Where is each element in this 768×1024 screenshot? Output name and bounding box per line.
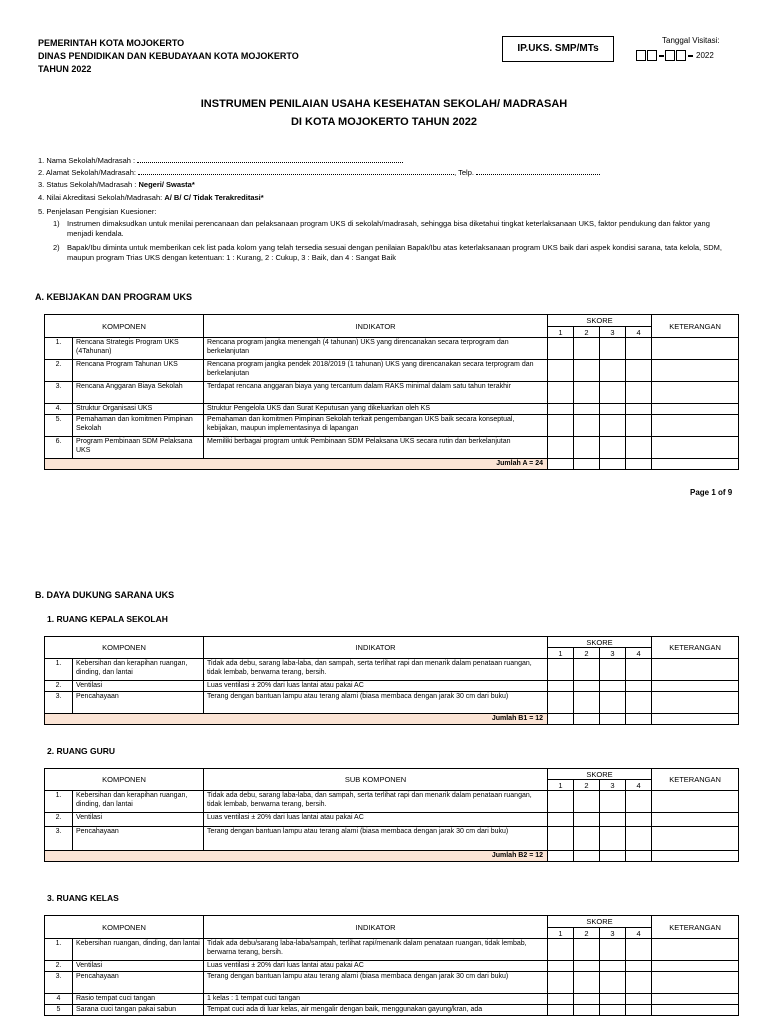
row-number: 5: [45, 1005, 73, 1016]
score-cell-4[interactable]: [626, 338, 652, 360]
score-cell-2[interactable]: [574, 791, 600, 813]
header-score-3: 3: [600, 780, 626, 791]
table-row: [45, 994, 739, 1005]
score-cell-2[interactable]: [574, 972, 600, 994]
sum-label: Jumlah B1 = 12: [45, 714, 548, 725]
keterangan-cell[interactable]: [652, 994, 739, 1005]
score-cell-3[interactable]: [600, 437, 626, 459]
keterangan-cell[interactable]: [652, 972, 739, 994]
document-title: INSTRUMEN PENILAIAN USAHA KESEHATAN SEKOLAH/ MADRASAH: [200, 98, 568, 110]
row-number: 1.: [45, 659, 73, 681]
document-subtitle: DI KOTA MOJOKERTO TAHUN 2022: [290, 116, 477, 128]
field-school-address-label: 2. Alamat Sekolah/Madrasah:: [38, 168, 136, 177]
sum-row: [45, 714, 739, 725]
keterangan-cell[interactable]: [652, 827, 739, 851]
row-komponen: Struktur Organisasi UKS: [73, 404, 204, 415]
score-cell-2[interactable]: [574, 827, 600, 851]
row-indikator: Tidak ada debu, sarang laba-laba, dan sampah, serta terlihat rapi dan menarik dalam penataan ruangan, tidak lembab, berwarna terang, bersih.: [204, 791, 548, 813]
row-number: 2.: [45, 813, 73, 827]
row-komponen: Pemahaman dan komitmen Pimpinan Sekolah: [73, 415, 204, 437]
header-komponen: KOMPONEN: [45, 315, 204, 338]
header-score-3: 3: [600, 928, 626, 939]
section-b1-title: 1. RUANG KEPALA SEKOLAH: [47, 614, 168, 624]
score-cell-4[interactable]: [626, 382, 652, 404]
score-cell-1[interactable]: [548, 681, 574, 692]
score-cell-1[interactable]: [548, 939, 574, 961]
row-indikator: Rencana program jangka pendek 2018/2019 (1 tahunan) UKS yang direncanakan secara terprogram dan berkelanjutan: [204, 360, 548, 382]
header-komponen: KOMPONEN: [45, 637, 204, 659]
header-score-4: 4: [626, 327, 652, 338]
keterangan-cell[interactable]: [652, 961, 739, 972]
header-score-4: 4: [626, 780, 652, 791]
score-cell-4[interactable]: [626, 813, 652, 827]
sum-score-cell[interactable]: [600, 851, 626, 862]
score-cell-2[interactable]: [574, 994, 600, 1005]
score-cell-3[interactable]: [600, 827, 626, 851]
school-name-blank[interactable]: [137, 155, 403, 163]
row-indikator: Tidak ada debu/sarang laba-laba/sampah, terlihat rapi/menarik dalam penataan ruangan, tidak lembab, berwarna terang, bersih.: [204, 939, 548, 961]
header-keterangan: KETERANGAN: [652, 769, 739, 791]
row-indikator: Memiliki berbagai program untuk Pembinaan SDM Pelaksana UKS secara rutin dan berkelanjutan: [204, 437, 548, 459]
sum-score-cell[interactable]: [626, 851, 652, 862]
keterangan-cell[interactable]: [652, 338, 739, 360]
header-skore: SKORE: [548, 769, 652, 780]
score-cell-3[interactable]: [600, 961, 626, 972]
score-cell-1[interactable]: [548, 437, 574, 459]
row-komponen: Ventilasi: [73, 813, 204, 827]
note-text: Instrumen dimaksudkan untuk menilai perencanaan dan pelaksanaan program UKS di sekolah/madrasah, sehingga bisa diketahui tingkat keterlaksanaan UKS, faktor pendukung dan faktor yang menjadi kendala.: [67, 219, 710, 238]
keterangan-cell[interactable]: [652, 437, 739, 459]
row-komponen: Rencana Program Tahunan UKS: [73, 360, 204, 382]
score-cell-2[interactable]: [574, 382, 600, 404]
school-status-options: Negeri/ Swasta*: [138, 180, 195, 189]
section-b3-title: 3. RUANG KELAS: [47, 893, 119, 903]
telp-blank[interactable]: [476, 167, 600, 175]
row-komponen: Program Pembinaan SDM Pelaksana UKS: [73, 437, 204, 459]
header-skore: SKORE: [548, 916, 652, 928]
score-cell-2[interactable]: [574, 681, 600, 692]
row-komponen: Pencahayaan: [73, 972, 204, 994]
telp-label: , Telp.: [454, 168, 474, 177]
table-row: [45, 437, 739, 459]
form-code-box: IP.UKS. SMP/MTs: [502, 36, 614, 62]
header-skore: SKORE: [548, 315, 652, 327]
row-indikator: Terang dengan bantuan lampu atau terang alami (biasa membaca dengan jarak 30 cm dari buku): [204, 692, 548, 714]
table-row: [45, 404, 739, 415]
header-komponen: KOMPONEN: [45, 769, 204, 791]
score-cell-1[interactable]: [548, 994, 574, 1005]
row-komponen: Pencahayaan: [73, 827, 204, 851]
row-indikator: Tempat cuci ada di luar kelas, air mengalir dengan baik, menggunakan gayung/kran, ada: [204, 1005, 548, 1016]
header-score-2: 2: [574, 648, 600, 659]
section-b1-table: [44, 636, 739, 725]
header-government: PEMERINTAH KOTA MOJOKERTO: [38, 38, 185, 48]
header-score-2: 2: [574, 780, 600, 791]
header-score-4: 4: [626, 648, 652, 659]
score-cell-3[interactable]: [600, 1005, 626, 1016]
row-komponen: Kebersihan ruangan, dinding, dan lantai: [73, 939, 204, 961]
header-year: TAHUN 2022: [38, 64, 92, 74]
score-cell-3[interactable]: [600, 813, 626, 827]
table-row: [45, 360, 739, 382]
school-address-blank[interactable]: [138, 167, 454, 175]
sum-label: Jumlah B2 = 12: [45, 851, 548, 862]
header-score-1: 1: [548, 780, 574, 791]
header-indikator: INDIKATOR: [204, 916, 548, 939]
section-b2-title: 2. RUANG GURU: [47, 746, 116, 756]
score-cell-1[interactable]: [548, 692, 574, 714]
instruction-note: [53, 219, 737, 239]
row-number: 1.: [45, 338, 73, 360]
row-number: 5.: [45, 415, 73, 437]
score-cell-4[interactable]: [626, 972, 652, 994]
keterangan-cell[interactable]: [652, 692, 739, 714]
row-indikator: Tidak ada debu, sarang laba-laba, dan sampah, serta terlihat rapi dan menarik dalam penataan ruangan, tidak lembab, berwarna terang, bersih.: [204, 659, 548, 681]
field-instructions: 5. Penjelasan Pengisian Kuesioner:: [38, 207, 157, 216]
score-cell-3[interactable]: [600, 692, 626, 714]
score-cell-4[interactable]: [626, 415, 652, 437]
score-cell-1[interactable]: [548, 791, 574, 813]
score-cell-1[interactable]: [548, 338, 574, 360]
row-indikator: Luas ventilasi ± 20% dari luas lantai atau pakai AC: [204, 681, 548, 692]
score-cell-4[interactable]: [626, 994, 652, 1005]
row-komponen: Rencana Anggaran Biaya Sekolah: [73, 382, 204, 404]
score-cell-3[interactable]: [600, 939, 626, 961]
sum-score-cell[interactable]: [600, 714, 626, 725]
score-cell-4[interactable]: [626, 1005, 652, 1016]
score-cell-1[interactable]: [548, 961, 574, 972]
score-cell-2[interactable]: [574, 961, 600, 972]
sum-row: [45, 851, 739, 862]
visit-year: 2022: [696, 51, 714, 60]
header-score-1: 1: [548, 648, 574, 659]
header-score-3: 3: [600, 648, 626, 659]
row-komponen: Ventilasi: [73, 681, 204, 692]
keterangan-cell[interactable]: [652, 382, 739, 404]
score-cell-3[interactable]: [600, 972, 626, 994]
table-row: [45, 338, 739, 360]
sum-score-cell[interactable]: [574, 851, 600, 862]
table-row: [45, 813, 739, 827]
header-skore: SKORE: [548, 637, 652, 648]
field-school-name: [38, 155, 403, 165]
sum-score-cell[interactable]: [626, 459, 652, 470]
date-box: [647, 50, 657, 61]
sum-score-cell[interactable]: [548, 851, 574, 862]
sum-score-cell[interactable]: [548, 714, 574, 725]
row-number: 6.: [45, 437, 73, 459]
table-row: [45, 415, 739, 437]
row-number: 2.: [45, 681, 73, 692]
header-keterangan: KETERANGAN: [652, 637, 739, 659]
score-cell-2[interactable]: [574, 813, 600, 827]
score-cell-1[interactable]: [548, 1005, 574, 1016]
score-cell-1[interactable]: [548, 659, 574, 681]
date-box: [676, 50, 686, 61]
header-score-3: 3: [600, 327, 626, 338]
score-cell-2[interactable]: [574, 939, 600, 961]
keterangan-cell[interactable]: [652, 681, 739, 692]
sum-keterangan-cell[interactable]: [652, 851, 739, 862]
score-cell-4[interactable]: [626, 791, 652, 813]
score-cell-4[interactable]: [626, 437, 652, 459]
row-number: 1.: [45, 791, 73, 813]
score-cell-3[interactable]: [600, 659, 626, 681]
header-score-1: 1: [548, 928, 574, 939]
table-row: [45, 791, 739, 813]
row-indikator: Pemahaman dan komitmen Pimpinan Sekolah terkait pengembangan UKS baik secara konseptual, kebijakan, maupun implementasinya di lapangan: [204, 415, 548, 437]
row-indikator: Rencana program jangka menengah (4 tahunan) UKS yang direncanakan secara terprogram dan berkelanjutan: [204, 338, 548, 360]
header-score-2: 2: [574, 928, 600, 939]
field-accreditation-label: 4. Nilai Akreditasi Sekolah/Madrasah:: [38, 193, 163, 202]
field-school-status: [38, 180, 195, 189]
row-indikator: Luas ventilasi ± 20% dari luas lantai atau pakai AC: [204, 961, 548, 972]
score-cell-1[interactable]: [548, 415, 574, 437]
note-number: 2): [53, 243, 60, 252]
sum-keterangan-cell[interactable]: [652, 714, 739, 725]
header-keterangan: KETERANGAN: [652, 315, 739, 338]
sum-row: [45, 459, 739, 470]
score-cell-1[interactable]: [548, 404, 574, 415]
score-cell-4[interactable]: [626, 404, 652, 415]
score-cell-4[interactable]: [626, 827, 652, 851]
row-komponen: Ventilasi: [73, 961, 204, 972]
header-score-2: 2: [574, 327, 600, 338]
row-indikator: Terdapat rencana anggaran biaya yang tercantum dalam RAKS minimal dalam satu tahun terakhir: [204, 382, 548, 404]
field-accreditation: [38, 193, 264, 202]
keterangan-cell[interactable]: [652, 404, 739, 415]
note-text: Bapak/Ibu diminta untuk memberikan cek list pada kolom yang telah tersedia sesuai dengan penilaian Bapak/Ibu atas keterlaksanaan program UKS baik dari aspek kondisi sarana, tata kelola, SDM, maupun program Trias UKS dengan ketentuan: 1 : Kurang, 2 : Cukup, 3 : Baik, dan 4 : Sangat Baik: [67, 243, 722, 262]
sum-score-cell[interactable]: [548, 459, 574, 470]
score-cell-1[interactable]: [548, 972, 574, 994]
note-number: 1): [53, 219, 60, 228]
instruction-note: [53, 243, 737, 263]
page-number: Page 1 of 9: [690, 488, 733, 497]
row-number: 3.: [45, 827, 73, 851]
sum-label: Jumlah A = 24: [45, 459, 548, 470]
row-indikator: 1 kelas : 1 tempat cuci tangan: [204, 994, 548, 1005]
row-number: 3.: [45, 972, 73, 994]
table-row: [45, 659, 739, 681]
score-cell-4[interactable]: [626, 681, 652, 692]
score-cell-2[interactable]: [574, 415, 600, 437]
section-b2-table: [44, 768, 739, 862]
header-komponen: KOMPONEN: [45, 916, 204, 939]
score-cell-3[interactable]: [600, 791, 626, 813]
score-cell-2[interactable]: [574, 404, 600, 415]
row-indikator: Struktur Pengelola UKS dan Surat Keputusan yang dikeluarkan oleh KS: [204, 404, 548, 415]
score-cell-3[interactable]: [600, 681, 626, 692]
score-cell-2[interactable]: [574, 360, 600, 382]
score-cell-3[interactable]: [600, 338, 626, 360]
section-b3-table: [44, 915, 739, 1016]
score-cell-2[interactable]: [574, 659, 600, 681]
accreditation-options: A/ B/ C/ Tidak Terakreditasi*: [164, 193, 264, 202]
row-number: 3.: [45, 382, 73, 404]
field-school-name-label: 1. Nama Sekolah/Madrasah :: [38, 156, 136, 165]
row-indikator: Terang dengan bantuan lampu atau terang alami (biasa membaca dengan jarak 30 cm dari buku): [204, 972, 548, 994]
keterangan-cell[interactable]: [652, 415, 739, 437]
score-cell-3[interactable]: [600, 994, 626, 1005]
score-cell-1[interactable]: [548, 360, 574, 382]
sum-score-cell[interactable]: [574, 459, 600, 470]
table-row: [45, 681, 739, 692]
date-separator: [659, 55, 664, 57]
row-komponen: Kebersihan dan kerapihan ruangan, dinding, dan lantai: [73, 791, 204, 813]
visit-date-label: Tanggal Visitasi:: [662, 36, 720, 45]
score-cell-2[interactable]: [574, 1005, 600, 1016]
keterangan-cell[interactable]: [652, 360, 739, 382]
table-row: [45, 827, 739, 851]
sum-score-cell[interactable]: [574, 714, 600, 725]
header-score-4: 4: [626, 928, 652, 939]
score-cell-4[interactable]: [626, 939, 652, 961]
row-indikator: Luas ventilasi ± 20% dari luas lantai atau pakai AC: [204, 813, 548, 827]
row-number: 2.: [45, 961, 73, 972]
keterangan-cell[interactable]: [652, 1005, 739, 1016]
score-cell-2[interactable]: [574, 437, 600, 459]
sum-score-cell[interactable]: [600, 459, 626, 470]
date-box: [636, 50, 646, 61]
score-cell-3[interactable]: [600, 360, 626, 382]
sum-score-cell[interactable]: [626, 714, 652, 725]
keterangan-cell[interactable]: [652, 939, 739, 961]
keterangan-cell[interactable]: [652, 791, 739, 813]
row-number: 3.: [45, 692, 73, 714]
sum-keterangan-cell[interactable]: [652, 459, 739, 470]
score-cell-4[interactable]: [626, 692, 652, 714]
score-cell-4[interactable]: [626, 360, 652, 382]
table-row: [45, 939, 739, 961]
row-komponen: Sarana cuci tangan pakai sabun: [73, 1005, 204, 1016]
table-row: [45, 1005, 739, 1016]
header-score-1: 1: [548, 327, 574, 338]
date-separator: [688, 55, 693, 57]
row-komponen: Pencahayaan: [73, 692, 204, 714]
score-cell-1[interactable]: [548, 813, 574, 827]
row-komponen: Rasio tempat cuci tangan: [73, 994, 204, 1005]
score-cell-1[interactable]: [548, 827, 574, 851]
field-school-address: [38, 167, 600, 177]
date-box: [665, 50, 675, 61]
visit-date-field: [636, 50, 714, 61]
row-komponen: Kebersihan dan kerapihan ruangan, dinding, dan lantai: [73, 659, 204, 681]
keterangan-cell[interactable]: [652, 813, 739, 827]
row-number: 4: [45, 994, 73, 1005]
score-cell-2[interactable]: [574, 692, 600, 714]
table-row: [45, 692, 739, 714]
section-a-table: [44, 314, 739, 470]
score-cell-1[interactable]: [548, 382, 574, 404]
header-indikator: INDIKATOR: [204, 315, 548, 338]
score-cell-3[interactable]: [600, 415, 626, 437]
row-indikator: Terang dengan bantuan lampu atau terang alami (biasa membaca dengan jarak 30 cm dari buku): [204, 827, 548, 851]
header-indikator: INDIKATOR: [204, 637, 548, 659]
table-row: [45, 972, 739, 994]
row-number: 1.: [45, 939, 73, 961]
row-number: 4.: [45, 404, 73, 415]
row-number: 2.: [45, 360, 73, 382]
section-b-title: B. DAYA DUKUNG SARANA UKS: [35, 590, 175, 600]
score-cell-2[interactable]: [574, 338, 600, 360]
keterangan-cell[interactable]: [652, 659, 739, 681]
section-a-title: A. KEBIJAKAN DAN PROGRAM UKS: [35, 292, 193, 302]
score-cell-3[interactable]: [600, 404, 626, 415]
score-cell-3[interactable]: [600, 382, 626, 404]
table-row: [45, 382, 739, 404]
field-school-status-label: 3. Status Sekolah/Madrasah :: [38, 180, 137, 189]
header-keterangan: KETERANGAN: [652, 916, 739, 939]
header-sub-komponen: SUB KOMPONEN: [204, 769, 548, 791]
table-row: [45, 961, 739, 972]
score-cell-4[interactable]: [626, 961, 652, 972]
score-cell-4[interactable]: [626, 659, 652, 681]
header-department: DINAS PENDIDIKAN DAN KEBUDAYAAN KOTA MOJOKERTO: [38, 51, 299, 61]
row-komponen: Rencana Strategis Program UKS (4Tahunan): [73, 338, 204, 360]
